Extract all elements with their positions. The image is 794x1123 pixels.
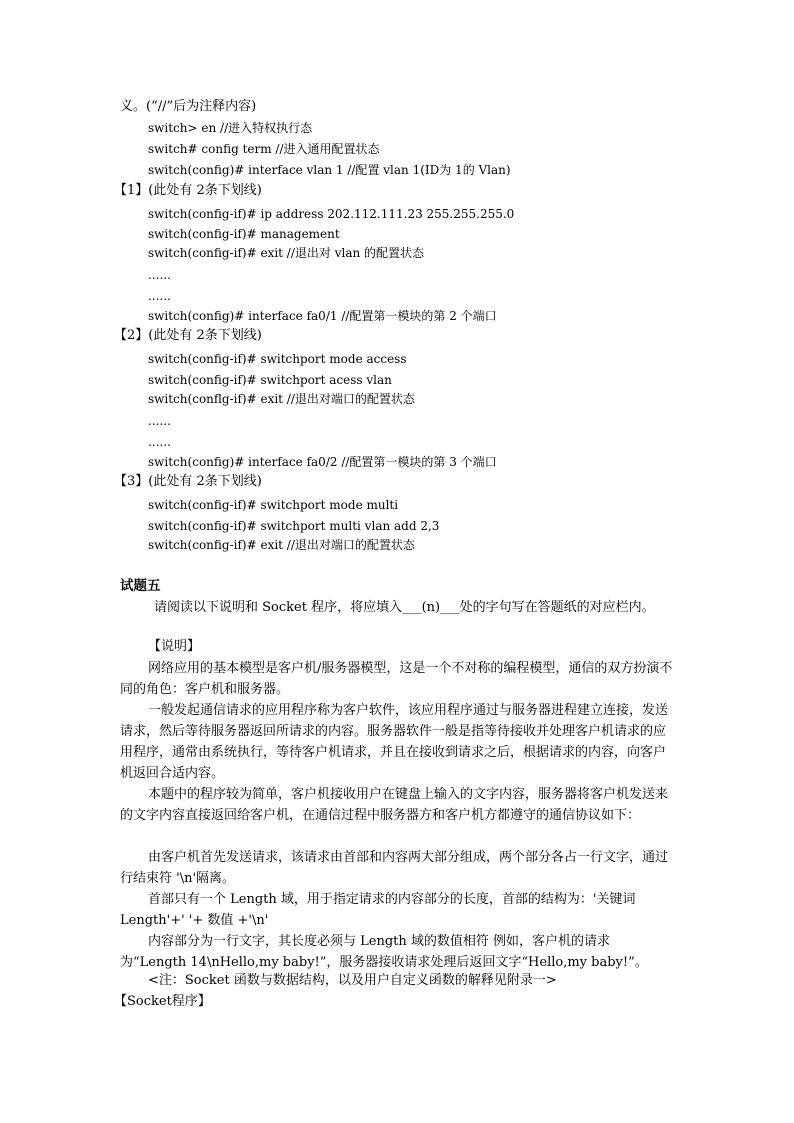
code-line: switch(config-if)# switchport multi vlan add 2,3 (148, 519, 440, 533)
explain-label: 【说明】 (148, 639, 201, 654)
intro-line: 义。(“//”后为注释内容) (120, 99, 257, 114)
code-line: switch(config-if)# exit //退出对端口的配置状态 (148, 538, 415, 552)
blank-marker-2: 【2】(此处有 2条下划线) (114, 328, 262, 343)
code-line: switch# config term //进入通用配置状态 (148, 142, 380, 156)
ellipsis-line: ...... (148, 268, 171, 282)
paragraph: 一般发起通信请求的应用程序称为客户软件，该应用程序通过与服务器进程建立连接，发送请求，然后等待服务器返回所请求的内容。服务器软件一般是指等待接收并处理客户机请求的应用程序，通常由系统执行，等待客户机请求，并且在接收到请求之后，根据请求的内容，向客户机返回合适内容。 (120, 703, 669, 781)
ellipsis-line: ...... (148, 435, 171, 449)
ellipsis-line: ...... (148, 414, 171, 428)
code-line: switch(config-if)# management (148, 227, 340, 241)
code-line: switch(config-if)# exit //退出对 vlan 的配置状态 (148, 246, 425, 260)
program-label: 【Socket程序】 (114, 994, 211, 1009)
note-line: <注：Socket 函数与数据结构，以及用户自定义函数的解释见附录一> (148, 973, 557, 988)
code-line: switch(config-if)# switchport mode access (148, 352, 407, 366)
paragraph: 内容部分为一行文字，其长度必须与 Length 域的数值相符 例如，客户机的请求为“Length 14\nHello,my baby!”，服务器接收请求处理后返回文字“Hello,my baby!”。 (120, 934, 648, 970)
paragraph: 首部只有一个 Length 域，用于指定请求的内容部分的长度，首部的结构为：'关键词Length'+' '+ 数值 +'\n' (120, 892, 636, 928)
paragraph: 由客户机首先发送请求，该请求由首部和内容两大部分组成，两个部分各占一行文字，通过行结束符 '\n'隔离。 (120, 850, 669, 886)
code-line: switch(config-if)# switchport acess vlan (148, 373, 392, 387)
section-title: 试题五 (120, 578, 161, 594)
paragraph: 本题中的程序较为简单，客户机接收用户在键盘上输入的文字内容，服务器将客户机发送来的文字内容直接返回给客户机，在通信过程中服务器方和客户机方都遵守的通信协议如下： (120, 787, 669, 823)
code-line: switch(config)# interface fa0/2 //配置第一模块的第 3 个端口 (148, 455, 497, 469)
code-line: switch(config)# interface fa0/1 //配置第一模块的第 2 个端口 (148, 309, 497, 323)
ellipsis-line: ...... (148, 289, 171, 303)
code-line: switch(config-if)# ip address 202.112.111.23 255.255.255.0 (148, 207, 515, 221)
code-line: switch(config-if)# switchport mode multi (148, 498, 399, 512)
code-line: switch(config)# interface vlan 1 //配置 vlan 1(ID为 1的 Vlan) (148, 163, 511, 177)
blank-marker-1: 【1】(此处有 2条下划线) (114, 183, 262, 198)
blank-marker-3: 【3】(此处有 2条下划线) (114, 474, 262, 489)
paragraph: 网络应用的基本模型是客户机/服务器模型，这是一个不对称的编程模型，通信的双方扮演不同的角色：客户机和服务器。 (120, 661, 673, 697)
code-line: switch(conflg-if)# exit //退出对端口的配置状态 (148, 392, 415, 406)
code-line: switch> en //进入特权执行态 (148, 121, 313, 135)
instruction-paragraph: 请阅读以下说明和 Socket 程序，将应填入___(n)___处的字句写在答题纸的对应栏内。 (154, 600, 655, 615)
